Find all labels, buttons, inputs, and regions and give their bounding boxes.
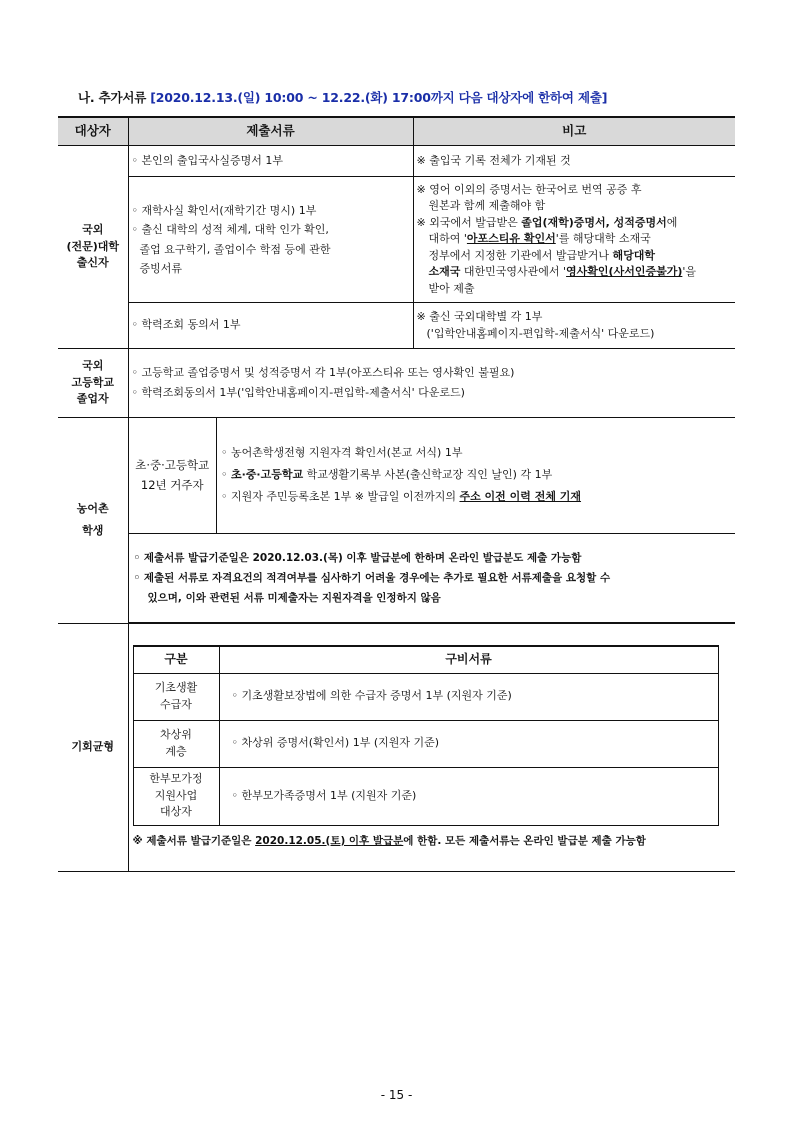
farm-doc-list: ◦ 농어촌학생전형 지원자격 확인서(본교 서식) 1부 ◦ 초·중·고등학교 학교생활기록부 사본(출신학교장 직인 날인) 각 1부 ◦ 지원자 주민등록초본 1부 ※ 발급일 이전까지의 주소 이전 이력 전체 기재 <box>217 418 736 533</box>
section-prefix: 나. 추가서류 <box>78 90 147 105</box>
category-foreign-college: 국외 (전문)대학 출신자 <box>58 146 128 349</box>
inner-header-docs: 구비서류 <box>219 646 718 674</box>
header-target: 대상자 <box>58 117 128 146</box>
equity-doc-near-poverty: ◦ 차상위 증명서(확인서) 1부 (지원자 기준) <box>219 720 718 767</box>
farm-subtable <box>129 418 736 623</box>
table-row <box>58 623 735 871</box>
equity-footnote: ※ 제출서류 발급기준일은 2020.12.05.(토) 이후 발급분에 한함. 모든 제출서류는 온라인 발급분 제출 가능함 <box>132 834 646 847</box>
additional-documents-table <box>58 116 735 872</box>
header-remarks: 비고 <box>413 117 735 146</box>
note-translation-apostille: ※ 영어 이외의 증명서는 한국어로 번역 공증 후 원본과 함께 제출해야 함 ※ 외국에서 발급받은 졸업(재학)증명서, 성적증명서에 대하여 '아포스티유 확인서'를 해당대학 소재국 정부에서 지정한 기관에서 발급받거나 해당대학 소재국 대한민국영사관에서 '영사확인(사서인증불가)'을 받아 제출 <box>413 177 735 303</box>
equity-doc-single-parent: ◦ 한부모가족증명서 1부 (지원자 기준) <box>219 767 718 825</box>
doc-enrollment-proof: ◦ 재학사실 확인서(재학기간 명시) 1부 ◦ 출신 대학의 성적 체계, 대학 인가 확인, 졸업 요구학기, 졸업이수 학점 등에 관한 증빙서류 <box>128 177 413 303</box>
equity-kind-basic-living: 기초생활 수급자 <box>133 673 219 720</box>
category-equal-opportunity: 기회균형 <box>58 623 128 871</box>
table-row <box>58 349 735 418</box>
highschool-docs: ◦ 고등학교 졸업증명서 및 성적증명서 각 1부(아포스티유 또는 영사확인 불필요) ◦ 학력조회동의서 1부('입학안내홈페이지-편입학-제출서식' 다운로드) <box>128 349 735 418</box>
header-documents: 제출서류 <box>128 117 413 146</box>
doc-immigration-record: ◦ 본인의 출입국사실증명서 1부 <box>128 146 413 177</box>
equity-cell <box>128 623 735 871</box>
equity-kind-near-poverty: 차상위 계층 <box>133 720 219 767</box>
category-farming-student: 농어촌 학생 <box>58 418 128 624</box>
equity-inner-table <box>133 645 719 826</box>
inner-header-type: 구분 <box>133 646 219 674</box>
note-record-consent: ※ 출신 국외대학별 각 1부 ('입학안내홈페이지-편입학-제출서식' 다운로드) <box>413 303 735 349</box>
equity-doc-basic-living: ◦ 기초생활보장법에 의한 수급자 증명서 1부 (지원자 기준) <box>219 673 718 720</box>
section-period: [2020.12.13.(일) 10:00 ~ 12.22.(화) 17:00까지 다음 대상자에 한하여 제출] <box>150 90 608 105</box>
farm-notes: ◦ 제출서류 발급기준일은 2020.12.03.(목) 이후 발급분에 한하며 온라인 발급분도 제출 가능함 ◦ 제출된 서류로 자격요건의 적격여부를 심사하기 어려울 경우에는 추가로 필요한 서류제출을 요청할 수 있으며, 이와 관련된 서류 미제출자는 지원자격을 인정하지 않음 <box>129 533 736 622</box>
section-heading <box>78 88 607 106</box>
note-immigration-record: ※ 출입국 기록 전체가 기재된 것 <box>413 146 735 177</box>
farm-docs-cell <box>128 418 735 624</box>
table-header-row <box>58 117 735 146</box>
doc-record-consent: ◦ 학력조회 동의서 1부 <box>128 303 413 349</box>
table-row <box>58 146 735 177</box>
table-row <box>58 418 735 624</box>
equity-kind-single-parent: 한부모가정 지원사업 대상자 <box>133 767 219 825</box>
farm-sub-label: 초·중·고등학교 12년 거주자 <box>129 418 217 533</box>
table-row <box>58 177 735 303</box>
table-row <box>58 303 735 349</box>
category-foreign-highschool: 국외 고등학교 졸업자 <box>58 349 128 418</box>
page-number: - 15 - <box>380 1088 413 1102</box>
